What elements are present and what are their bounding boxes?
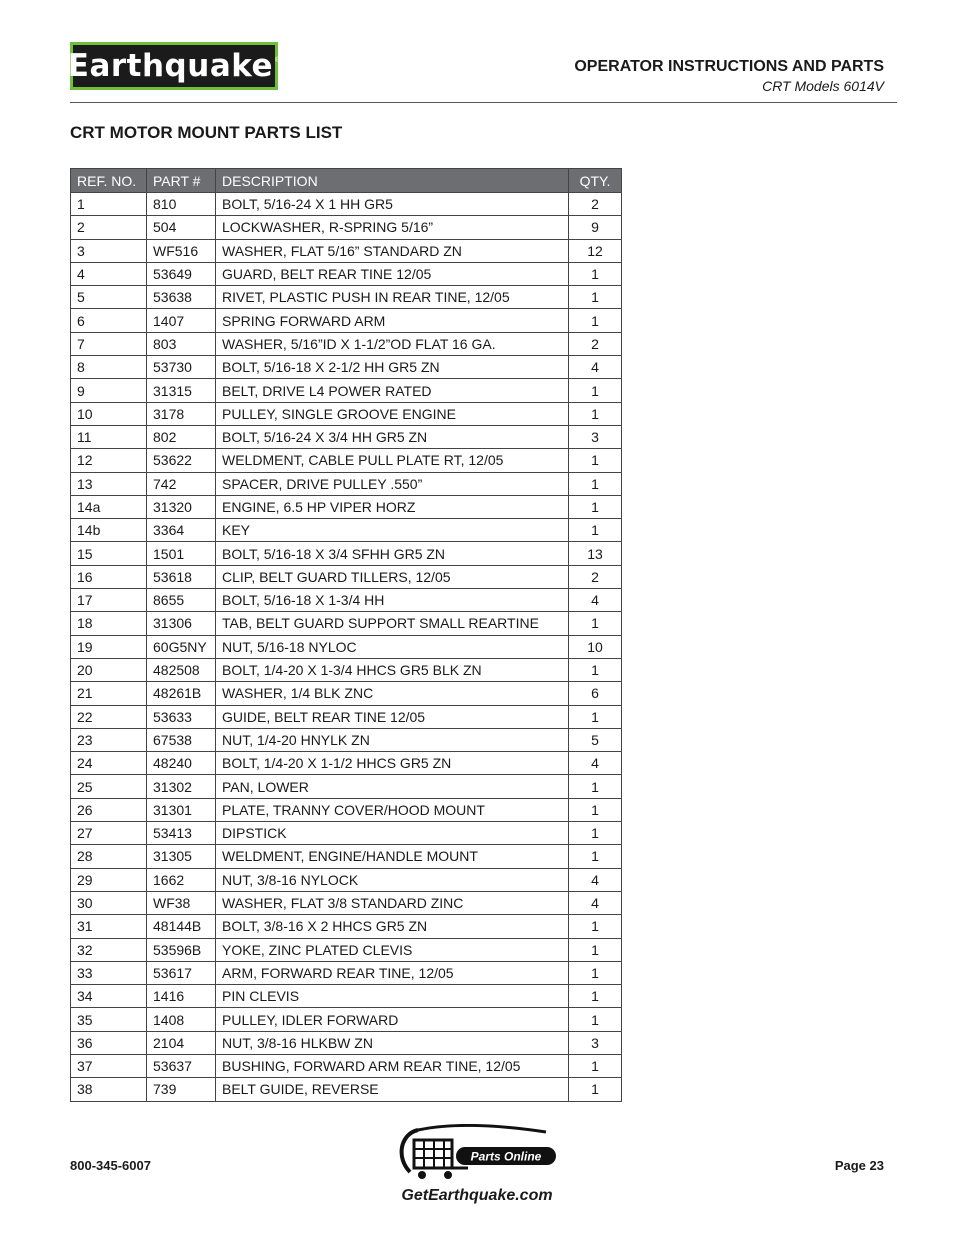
cell-description: NUT, 3/8-16 HLKBW ZN bbox=[216, 1031, 569, 1054]
cell-ref-no: 26 bbox=[71, 798, 147, 821]
cell-ref-no: 19 bbox=[71, 635, 147, 658]
cell-part-number: 53622 bbox=[147, 449, 216, 472]
cell-part-number: 1408 bbox=[147, 1008, 216, 1031]
table-row bbox=[71, 728, 622, 751]
table-row bbox=[71, 705, 622, 728]
cell-qty: 1 bbox=[569, 309, 622, 332]
cell-description: RIVET, PLASTIC PUSH IN REAR TINE, 12/05 bbox=[216, 286, 569, 309]
table-row bbox=[71, 775, 622, 798]
cell-description: PAN, LOWER bbox=[216, 775, 569, 798]
cell-qty: 1 bbox=[569, 705, 622, 728]
cell-ref-no: 12 bbox=[71, 449, 147, 472]
cell-description: GUARD, BELT REAR TINE 12/05 bbox=[216, 262, 569, 285]
cell-description: NUT, 5/16-18 NYLOC bbox=[216, 635, 569, 658]
cell-ref-no: 2 bbox=[71, 216, 147, 239]
cell-part-number: 53637 bbox=[147, 1054, 216, 1077]
cell-qty: 1 bbox=[569, 938, 622, 961]
cell-part-number: 53730 bbox=[147, 356, 216, 379]
registered-mark: ® bbox=[275, 56, 281, 64]
cell-ref-no: 17 bbox=[71, 589, 147, 612]
cell-part-number: 810 bbox=[147, 193, 216, 216]
cell-qty: 4 bbox=[569, 356, 622, 379]
cell-qty: 10 bbox=[569, 635, 622, 658]
cell-qty: 4 bbox=[569, 752, 622, 775]
cell-ref-no: 31 bbox=[71, 915, 147, 938]
table-row bbox=[71, 1031, 622, 1054]
cell-part-number: 1407 bbox=[147, 309, 216, 332]
cell-qty: 9 bbox=[569, 216, 622, 239]
cell-description: GUIDE, BELT REAR TINE 12/05 bbox=[216, 705, 569, 728]
cell-qty: 1 bbox=[569, 822, 622, 845]
cell-ref-no: 23 bbox=[71, 728, 147, 751]
table-row bbox=[71, 565, 622, 588]
cell-description: SPRING FORWARD ARM bbox=[216, 309, 569, 332]
cell-part-number: 48240 bbox=[147, 752, 216, 775]
table-row bbox=[71, 1008, 622, 1031]
table-row bbox=[71, 658, 622, 681]
cell-qty: 2 bbox=[569, 193, 622, 216]
cell-part-number: 1662 bbox=[147, 868, 216, 891]
cell-part-number: 48261B bbox=[147, 682, 216, 705]
cell-qty: 1 bbox=[569, 658, 622, 681]
cell-description: YOKE, ZINC PLATED CLEVIS bbox=[216, 938, 569, 961]
cell-ref-no: 4 bbox=[71, 262, 147, 285]
cell-description: SPACER, DRIVE PULLEY .550” bbox=[216, 472, 569, 495]
cell-part-number: 53413 bbox=[147, 822, 216, 845]
cell-part-number: 53649 bbox=[147, 262, 216, 285]
parts-online-badge bbox=[396, 1124, 558, 1182]
cell-qty: 12 bbox=[569, 239, 622, 262]
cell-description: PLATE, TRANNY COVER/HOOD MOUNT bbox=[216, 798, 569, 821]
cell-ref-no: 32 bbox=[71, 938, 147, 961]
cell-description: PULLEY, IDLER FORWARD bbox=[216, 1008, 569, 1031]
cell-qty: 1 bbox=[569, 612, 622, 635]
cell-part-number: 48144B bbox=[147, 915, 216, 938]
cell-part-number: 67538 bbox=[147, 728, 216, 751]
cell-part-number: 31315 bbox=[147, 379, 216, 402]
table-row bbox=[71, 542, 622, 565]
cell-qty: 1 bbox=[569, 402, 622, 425]
cell-description: BELT, DRIVE L4 POWER RATED bbox=[216, 379, 569, 402]
cell-part-number: 2104 bbox=[147, 1031, 216, 1054]
table-row bbox=[71, 845, 622, 868]
table-row bbox=[71, 891, 622, 914]
cell-description: DIPSTICK bbox=[216, 822, 569, 845]
cell-description: ARM, FORWARD REAR TINE, 12/05 bbox=[216, 961, 569, 984]
cell-part-number: 53618 bbox=[147, 565, 216, 588]
cell-qty: 1 bbox=[569, 262, 622, 285]
cell-ref-no: 21 bbox=[71, 682, 147, 705]
table-row bbox=[71, 682, 622, 705]
cell-qty: 4 bbox=[569, 891, 622, 914]
cell-part-number: 31301 bbox=[147, 798, 216, 821]
cell-ref-no: 18 bbox=[71, 612, 147, 635]
table-row bbox=[71, 938, 622, 961]
cell-part-number: 31302 bbox=[147, 775, 216, 798]
cell-ref-no: 29 bbox=[71, 868, 147, 891]
cell-part-number: 504 bbox=[147, 216, 216, 239]
table-row bbox=[71, 286, 622, 309]
cell-description: ENGINE, 6.5 HP VIPER HORZ bbox=[216, 495, 569, 518]
parts-online-label: Parts Online bbox=[470, 1149, 542, 1164]
cell-ref-no: 25 bbox=[71, 775, 147, 798]
cell-ref-no: 35 bbox=[71, 1008, 147, 1031]
table-row bbox=[71, 915, 622, 938]
cell-description: BOLT, 5/16-18 X 2-1/2 HH GR5 ZN bbox=[216, 356, 569, 379]
cell-part-number: 3178 bbox=[147, 402, 216, 425]
table-row bbox=[71, 332, 622, 355]
cell-part-number: 803 bbox=[147, 332, 216, 355]
table-row bbox=[71, 309, 622, 332]
table-row bbox=[71, 356, 622, 379]
cell-part-number: WF516 bbox=[147, 239, 216, 262]
cell-description: BOLT, 5/16-24 X 3/4 HH GR5 ZN bbox=[216, 425, 569, 448]
cell-ref-no: 3 bbox=[71, 239, 147, 262]
cell-part-number: 53638 bbox=[147, 286, 216, 309]
cell-ref-no: 37 bbox=[71, 1054, 147, 1077]
cell-qty: 1 bbox=[569, 798, 622, 821]
cell-ref-no: 7 bbox=[71, 332, 147, 355]
cell-qty: 1 bbox=[569, 1078, 622, 1101]
cell-qty: 1 bbox=[569, 1008, 622, 1031]
table-row bbox=[71, 752, 622, 775]
parts-list-table bbox=[70, 168, 622, 1102]
column-header-description: DESCRIPTION bbox=[216, 169, 569, 193]
cell-qty: 1 bbox=[569, 495, 622, 518]
cell-ref-no: 11 bbox=[71, 425, 147, 448]
cell-description: PULLEY, SINGLE GROOVE ENGINE bbox=[216, 402, 569, 425]
cell-qty: 3 bbox=[569, 1031, 622, 1054]
cell-description: BOLT, 1/4-20 X 1-1/2 HHCS GR5 ZN bbox=[216, 752, 569, 775]
cell-ref-no: 13 bbox=[71, 472, 147, 495]
cell-ref-no: 8 bbox=[71, 356, 147, 379]
cell-ref-no: 16 bbox=[71, 565, 147, 588]
cell-description: NUT, 1/4-20 HNYLK ZN bbox=[216, 728, 569, 751]
footer-phone-number: 800-345-6007 bbox=[70, 1158, 151, 1173]
cell-description: BOLT, 5/16-18 X 3/4 SFHH GR5 ZN bbox=[216, 542, 569, 565]
parts-table-body bbox=[71, 193, 622, 1102]
cell-qty: 2 bbox=[569, 332, 622, 355]
cell-ref-no: 27 bbox=[71, 822, 147, 845]
cell-qty: 2 bbox=[569, 565, 622, 588]
cell-part-number: 739 bbox=[147, 1078, 216, 1101]
cell-ref-no: 5 bbox=[71, 286, 147, 309]
header-divider bbox=[70, 102, 897, 103]
cell-ref-no: 15 bbox=[71, 542, 147, 565]
earthquake-logo bbox=[67, 42, 281, 90]
cell-qty: 1 bbox=[569, 985, 622, 1008]
cell-description: TAB, BELT GUARD SUPPORT SMALL REARTINE bbox=[216, 612, 569, 635]
cell-part-number: 60G5NY bbox=[147, 635, 216, 658]
cell-description: BELT GUIDE, REVERSE bbox=[216, 1078, 569, 1101]
logo-text: Earthquake bbox=[67, 48, 274, 84]
cell-part-number: 482508 bbox=[147, 658, 216, 681]
table-row bbox=[71, 216, 622, 239]
cell-ref-no: 34 bbox=[71, 985, 147, 1008]
cell-qty: 1 bbox=[569, 449, 622, 472]
page-header-subtitle: CRT Models 6014V bbox=[762, 78, 884, 94]
footer-website[interactable]: GetEarthquake.com bbox=[401, 1187, 553, 1204]
table-row bbox=[71, 193, 622, 216]
cell-part-number: 31306 bbox=[147, 612, 216, 635]
table-row bbox=[71, 822, 622, 845]
cell-part-number: 1501 bbox=[147, 542, 216, 565]
section-title: CRT MOTOR MOUNT PARTS LIST bbox=[70, 123, 343, 142]
cell-description: WASHER, FLAT 3/8 STANDARD ZINC bbox=[216, 891, 569, 914]
cell-ref-no: 1 bbox=[71, 193, 147, 216]
table-row bbox=[71, 1078, 622, 1101]
table-row bbox=[71, 239, 622, 262]
table-row bbox=[71, 1054, 622, 1077]
table-row bbox=[71, 868, 622, 891]
cell-description: WASHER, 1/4 BLK ZNC bbox=[216, 682, 569, 705]
cell-qty: 1 bbox=[569, 519, 622, 542]
cell-ref-no: 20 bbox=[71, 658, 147, 681]
shopping-cart-icon bbox=[396, 1124, 558, 1182]
table-row bbox=[71, 495, 622, 518]
cell-ref-no: 33 bbox=[71, 961, 147, 984]
cell-part-number: 3364 bbox=[147, 519, 216, 542]
cell-qty: 3 bbox=[569, 425, 622, 448]
cell-part-number: 53633 bbox=[147, 705, 216, 728]
cell-ref-no: 6 bbox=[71, 309, 147, 332]
table-row bbox=[71, 472, 622, 495]
cell-ref-no: 30 bbox=[71, 891, 147, 914]
cell-ref-no: 28 bbox=[71, 845, 147, 868]
column-header-ref-no: REF. NO. bbox=[71, 169, 147, 193]
table-row bbox=[71, 985, 622, 1008]
cell-ref-no: 36 bbox=[71, 1031, 147, 1054]
table-row bbox=[71, 379, 622, 402]
page-header-title: OPERATOR INSTRUCTIONS AND PARTS bbox=[574, 58, 884, 75]
cell-description: BUSHING, FORWARD ARM REAR TINE, 12/05 bbox=[216, 1054, 569, 1077]
cell-ref-no: 14b bbox=[71, 519, 147, 542]
cell-description: WASHER, 5/16”ID X 1-1/2”OD FLAT 16 GA. bbox=[216, 332, 569, 355]
cell-description: BOLT, 5/16-18 X 1-3/4 HH bbox=[216, 589, 569, 612]
cell-description: BOLT, 3/8-16 X 2 HHCS GR5 ZN bbox=[216, 915, 569, 938]
table-header-row bbox=[71, 169, 622, 193]
table-row bbox=[71, 612, 622, 635]
cell-qty: 1 bbox=[569, 961, 622, 984]
cell-part-number: 1416 bbox=[147, 985, 216, 1008]
cell-qty: 6 bbox=[569, 682, 622, 705]
cell-description: WASHER, FLAT 5/16” STANDARD ZN bbox=[216, 239, 569, 262]
table-row bbox=[71, 589, 622, 612]
cell-description: LOCKWASHER, R-SPRING 5/16” bbox=[216, 216, 569, 239]
table-row bbox=[71, 961, 622, 984]
cell-part-number: 53617 bbox=[147, 961, 216, 984]
table-row bbox=[71, 425, 622, 448]
cell-ref-no: 9 bbox=[71, 379, 147, 402]
cell-qty: 1 bbox=[569, 286, 622, 309]
cell-qty: 1 bbox=[569, 379, 622, 402]
cell-ref-no: 10 bbox=[71, 402, 147, 425]
table-row bbox=[71, 519, 622, 542]
cell-description: CLIP, BELT GUARD TILLERS, 12/05 bbox=[216, 565, 569, 588]
table-row bbox=[71, 798, 622, 821]
cell-description: KEY bbox=[216, 519, 569, 542]
cell-description: NUT, 3/8-16 NYLOCK bbox=[216, 868, 569, 891]
cell-ref-no: 38 bbox=[71, 1078, 147, 1101]
cell-part-number: 802 bbox=[147, 425, 216, 448]
column-header-qty: QTY. bbox=[569, 169, 622, 193]
page-number: Page 23 bbox=[834, 1158, 884, 1173]
cell-part-number: 31320 bbox=[147, 495, 216, 518]
table-row bbox=[71, 262, 622, 285]
cell-qty: 5 bbox=[569, 728, 622, 751]
cell-description: BOLT, 5/16-24 X 1 HH GR5 bbox=[216, 193, 569, 216]
cell-qty: 4 bbox=[569, 589, 622, 612]
cell-part-number: 53596B bbox=[147, 938, 216, 961]
table-row bbox=[71, 635, 622, 658]
cell-part-number: 31305 bbox=[147, 845, 216, 868]
cell-qty: 1 bbox=[569, 472, 622, 495]
cell-description: WELDMENT, CABLE PULL PLATE RT, 12/05 bbox=[216, 449, 569, 472]
column-header-part-number: PART # bbox=[147, 169, 216, 193]
cell-description: BOLT, 1/4-20 X 1-3/4 HHCS GR5 BLK ZN bbox=[216, 658, 569, 681]
cell-qty: 1 bbox=[569, 1054, 622, 1077]
cell-ref-no: 14a bbox=[71, 495, 147, 518]
cell-qty: 13 bbox=[569, 542, 622, 565]
cell-qty: 4 bbox=[569, 868, 622, 891]
cell-part-number: 742 bbox=[147, 472, 216, 495]
cell-description: WELDMENT, ENGINE/HANDLE MOUNT bbox=[216, 845, 569, 868]
cell-qty: 1 bbox=[569, 775, 622, 798]
cell-qty: 1 bbox=[569, 845, 622, 868]
table-row bbox=[71, 449, 622, 472]
cell-description: PIN CLEVIS bbox=[216, 985, 569, 1008]
table-row bbox=[71, 402, 622, 425]
cell-ref-no: 22 bbox=[71, 705, 147, 728]
cell-part-number: WF38 bbox=[147, 891, 216, 914]
cell-qty: 1 bbox=[569, 915, 622, 938]
cell-part-number: 8655 bbox=[147, 589, 216, 612]
cell-ref-no: 24 bbox=[71, 752, 147, 775]
